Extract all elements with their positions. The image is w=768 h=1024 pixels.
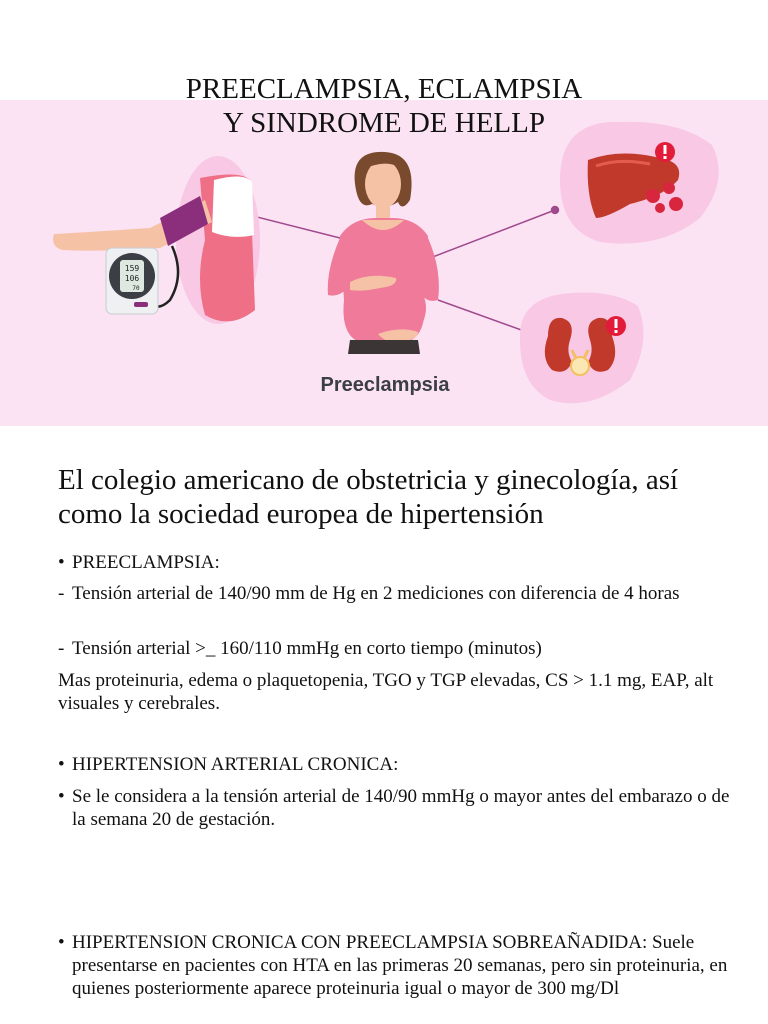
cronica-text: Se le considera a la tensión arterial de 140/90 mmHg o mayor antes del embarazo o de la semana 20 de gestación. bbox=[72, 786, 730, 830]
title-line-1: PREECLAMPSIA, ECLAMPSIA bbox=[185, 73, 583, 105]
monitor-value-pulse: 70 bbox=[132, 285, 140, 292]
bullet-preeclampsia bbox=[58, 551, 732, 574]
sobreanadida-text: HIPERTENSION CRONICA CON PREECLAMPSIA SOBREAÑADIDA: Suele presentarse en pacientes con HTA en las primeras 20 semanas, pero sin proteinuria, en quienes posteriormente aparece proteinuria igual o mayor de 300 mg/Dl bbox=[72, 932, 728, 999]
alert-icon bbox=[655, 142, 675, 162]
section-heading: El colegio americano de obstetricia y ginecología, así como la sociedad europea de hipertensión bbox=[58, 464, 679, 530]
cronica-title: HIPERTENSION ARTERIAL CRONICA: bbox=[72, 754, 399, 775]
bullet-preeclampsia-sobreanadida bbox=[58, 931, 732, 1000]
bullet-glyph: • bbox=[58, 754, 65, 775]
illustration-caption: Preeclampsia bbox=[320, 374, 450, 396]
dash-glyph: - bbox=[58, 583, 65, 604]
kidneys-icon bbox=[520, 293, 644, 404]
criterion-item-1 bbox=[58, 582, 738, 605]
blood-pressure-monitor-icon bbox=[53, 156, 260, 324]
title-line-2: Y SINDROME DE HELLP bbox=[223, 107, 545, 139]
bullet-hipertension-cronica bbox=[58, 753, 732, 776]
criterion-text-1: Tensión arterial de 140/90 mm de Hg en 2 mediciones con diferencia de 4 horas bbox=[72, 583, 680, 604]
liver-icon bbox=[560, 122, 719, 244]
bullet-cronica-definition bbox=[58, 785, 732, 831]
illustration-svg bbox=[0, 100, 768, 426]
pregnant-woman-icon bbox=[328, 152, 439, 354]
monitor-value-systolic: 159 bbox=[124, 264, 140, 273]
page-title bbox=[0, 72, 768, 140]
preeclampsia-title: PREECLAMPSIA: bbox=[72, 552, 220, 573]
bullet-glyph: • bbox=[58, 786, 65, 807]
bullet-glyph: • bbox=[58, 552, 65, 573]
bullet-glyph: • bbox=[58, 932, 65, 953]
alert-icon bbox=[606, 316, 626, 336]
preeclampsia-illustration bbox=[0, 100, 768, 426]
dash-glyph: - bbox=[58, 638, 65, 659]
criterion-item-2 bbox=[58, 637, 738, 660]
additional-criteria: Mas proteinuria, edema o plaquetopenia, TGO y TGP elevadas, CS > 1.1 mg, EAP, alt visuales y cerebrales. bbox=[58, 670, 714, 714]
criterion-text-2: Tensión arterial >_ 160/110 mmHg en corto tiempo (minutos) bbox=[72, 638, 542, 659]
monitor-value-diastolic: 106 bbox=[124, 274, 140, 283]
